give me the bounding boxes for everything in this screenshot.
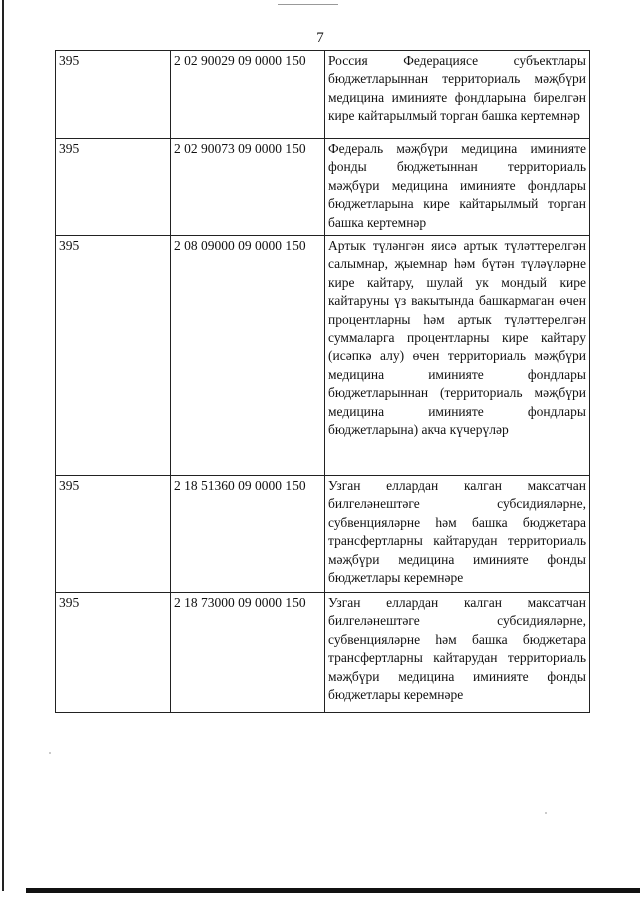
budget-code-cell: 2 02 90029 09 0000 150: [171, 51, 325, 139]
budget-code-cell: 2 08 09000 09 0000 150: [171, 236, 325, 476]
admin-code-cell: 395: [56, 593, 171, 713]
description-cell: Россия Федерациясе субъектлары бюджетларыннан территориаль мәҗбүри медицина иминияте фондларына бирелгән кире кайтарылмый торган башка кертемнәр: [325, 51, 590, 139]
description-cell: Артык түләнгән яисә артык түләттерелгән салымнар, җыемнар һәм бүтән түләүләрне кире кайтару, шулай ук мондый кире кайтаруны үз вакытында башкармаган өчен процентларны һәм артык түләттерелгән суммаларга процентларны кире кайтару (исәпкә алу) өчен территориаль мәҗбүри медицина иминияте фондлары бюджетларыннан (территориаль мәҗбүри медицина иминияте фондлары бюджетларына) акча күчерүләр: [325, 236, 590, 476]
budget-code-cell: 2 18 73000 09 0000 150: [171, 593, 325, 713]
admin-code-cell: 395: [56, 139, 171, 236]
description-cell: Узган еллардан калган максатчан билгеләнештәге субсидияләрне, субвенцияләрне һәм башка бюджетара трансфертларны кайтарудан территориаль мәҗбүри медицина иминияте фонды бюджетлары керемнәре: [325, 593, 590, 713]
scan-left-edge: [2, 0, 4, 891]
admin-code-cell: 395: [56, 51, 171, 139]
admin-code-cell: 395: [56, 476, 171, 593]
table-row: [56, 593, 590, 713]
scan-bottom-edge: [26, 888, 640, 893]
scan-speck: [49, 752, 51, 754]
scan-top-mark: [278, 4, 338, 5]
table-row: [56, 139, 590, 236]
description-cell: Федераль мәҗбүри медицина иминияте фонды бюджетыннан территориаль мәҗбүри медицина иминияте фондлары бюджетларына кире кайтарылмый торган башка кертемнәр: [325, 139, 590, 236]
table-row: [56, 476, 590, 593]
budget-code-cell: 2 02 90073 09 0000 150: [171, 139, 325, 236]
table-row: [56, 236, 590, 476]
budget-code-cell: 2 18 51360 09 0000 150: [171, 476, 325, 593]
description-cell: Узган еллардан калган максатчан билгеләнештәге субсидияләрне, субвенцияләрне һәм башка бюджетара трансфертларны кайтарудан территориаль мәҗбүри медицина иминияте фонды бюджетлары керемнәре: [325, 476, 590, 593]
scan-speck: [545, 812, 547, 814]
admin-code-cell: 395: [56, 236, 171, 476]
page-number: 7: [316, 30, 324, 46]
table-row: [56, 51, 590, 139]
budget-codes-table: [55, 50, 590, 713]
